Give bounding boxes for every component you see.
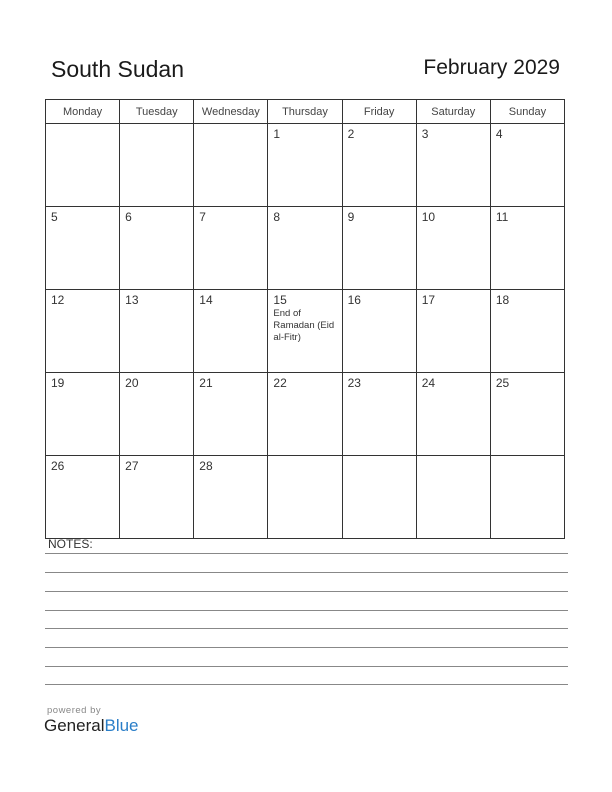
week-row [46,456,565,539]
weekday-saturday: Saturday [416,100,490,124]
day-cell[interactable] [416,124,490,207]
day-cell[interactable] [46,456,120,539]
day-number: 6 [125,210,132,224]
day-cell[interactable] [46,373,120,456]
note-line [45,553,568,554]
day-cell[interactable] [120,290,194,373]
day-cell[interactable] [416,207,490,290]
day-cell[interactable] [342,207,416,290]
day-number: 4 [495,127,503,141]
notes-label: NOTES: [48,537,93,551]
day-cell[interactable] [342,456,416,539]
day-cell[interactable] [120,124,194,207]
day-cell[interactable] [194,207,268,290]
weekday-friday: Friday [342,100,416,124]
week-row [46,124,565,207]
day-cell[interactable] [416,456,490,539]
note-line [45,628,568,629]
day-number: 16 [347,293,361,307]
day-cell[interactable] [46,290,120,373]
day-number: 18 [495,293,510,307]
day-number: 9 [347,210,355,224]
week-row [46,290,565,373]
day-number: 12 [51,293,65,307]
day-number: 27 [125,459,139,473]
day-number: 15 [273,293,287,307]
day-cell[interactable] [194,373,268,456]
brand-general: General [44,716,105,735]
day-number: 11 [495,210,509,224]
day-number: 13 [125,293,139,307]
day-cell[interactable] [342,124,416,207]
day-cell[interactable] [342,373,416,456]
day-cell[interactable] [268,456,342,539]
note-line [45,666,568,667]
note-line [45,591,568,592]
note-line [45,572,568,573]
week-row [46,373,565,456]
note-line [45,684,568,685]
day-cell[interactable] [342,290,416,373]
generalblue-logo[interactable] [44,716,139,736]
day-cell[interactable] [416,373,490,456]
weekday-sunday: Sunday [490,100,564,124]
day-cell[interactable] [268,207,342,290]
day-cell[interactable] [490,373,564,456]
day-number: 23 [347,376,361,390]
weekday-wednesday: Wednesday [194,100,268,124]
day-cell[interactable] [490,207,564,290]
day-cell[interactable] [194,290,268,373]
day-number: 3 [421,127,429,141]
day-cell[interactable] [268,373,342,456]
weekday-thursday: Thursday [268,100,342,124]
day-number: 21 [199,376,213,390]
month-title: February 2029 [423,56,560,79]
day-cell[interactable] [120,207,194,290]
day-number: 20 [125,376,139,390]
day-cell[interactable] [268,124,342,207]
day-number: 28 [199,459,213,473]
weekday-tuesday: Tuesday [120,100,194,124]
day-cell[interactable] [120,373,194,456]
day-number: 24 [421,376,436,390]
day-cell[interactable] [46,124,120,207]
day-number: 1 [273,127,281,141]
week-row [46,207,565,290]
brand-blue: Blue [104,716,139,735]
day-number: 2 [347,127,355,141]
calendar-grid [45,99,565,539]
powered-by-text: powered by [47,705,102,716]
day-cell[interactable] [490,456,564,539]
weekday-monday: Monday [46,100,120,124]
day-cell[interactable] [194,456,268,539]
weekday-header-row [46,100,565,124]
day-number: 10 [421,210,436,224]
day-number: 8 [273,210,281,224]
day-cell[interactable] [46,207,120,290]
note-line [45,647,568,648]
day-number: 25 [495,376,510,390]
day-number: 7 [199,210,206,224]
day-cell[interactable] [416,290,490,373]
day-cell[interactable] [120,456,194,539]
day-number: 14 [199,293,213,307]
day-number: 22 [273,376,287,390]
day-cell[interactable] [490,124,564,207]
day-number: 19 [51,376,65,390]
day-cell[interactable] [194,124,268,207]
day-number: 26 [51,459,65,473]
holiday-label: End of Ramadan (Eid al-Fitr) [273,308,335,343]
note-line [45,610,568,611]
day-cell[interactable] [490,290,564,373]
day-number: 5 [51,210,58,224]
country-title: South Sudan [51,56,185,82]
day-number: 17 [421,293,436,307]
day-cell[interactable] [268,290,342,373]
